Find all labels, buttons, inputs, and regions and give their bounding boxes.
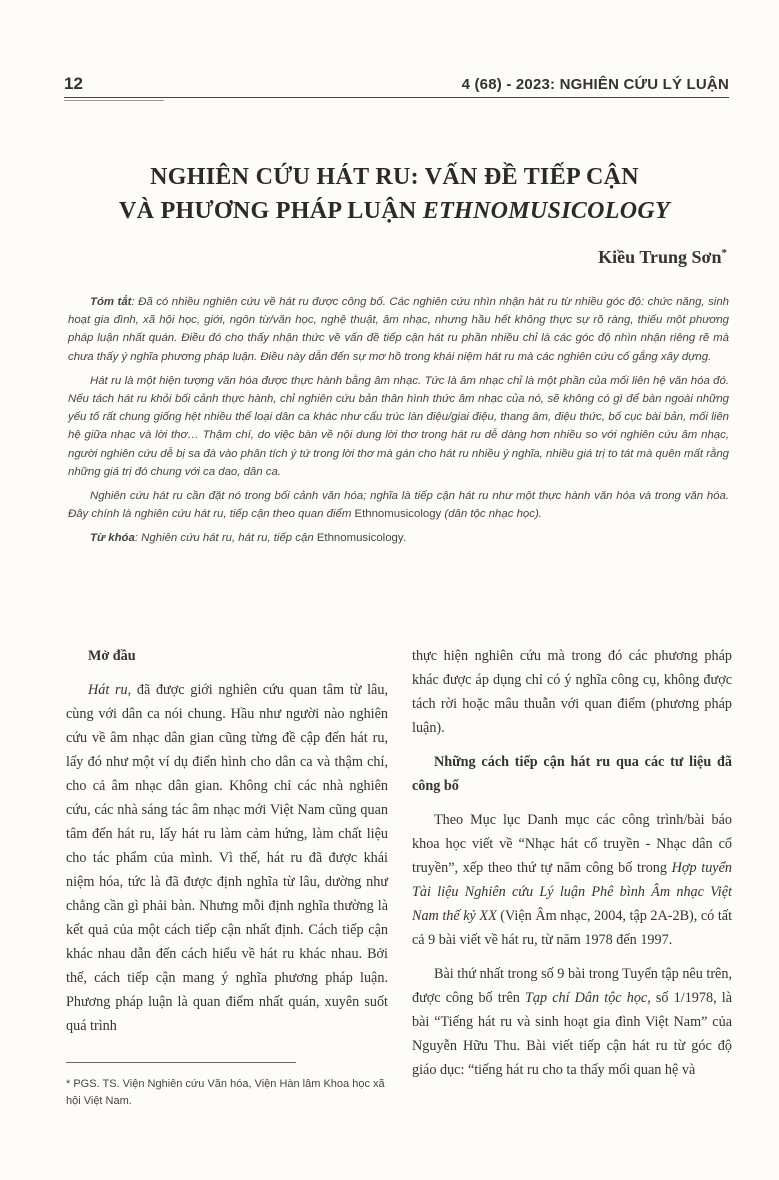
section-heading: Những cách tiếp cận hát ru qua các tư liệu đã công bố	[412, 754, 732, 794]
title-line-2-prefix: VÀ PHƯƠNG PHÁP LUẬN	[119, 198, 423, 224]
intro-paragraph-text: , đã được giới nghiên cứu quan tâm từ lâu, cùng với dân ca nói chung. Hầu như người nào nghiên cứu về âm nhạc dân gian cũng từng đề cập đến hát ru, lấy đó như một ví dụ điển hình cho dân ca và thậm chí, cho cả âm nhạc dân gian. Không chỉ các nhà nghiên cứu, các nhà sáng tác âm nhạc mới Việt Nam cũng quan tâm đến hát ru, lấy hát ru làm cảm hứng, làm chất liệu cho tác phẩm của mình. Vì thế, hát ru đã được khái niệm hóa, tức là đã được định nghĩa từ lâu, dường như chẳng cần gì phải bàn. Nhưng mỗi định nghĩa thường là kết quả của một cách tiếp cận nhất định. Cách tiếp cận khác nhau dẫn đến cách hiểu về hát ru khác nhau. Bởi thế, cách tiếp cận mang ý nghĩa phương pháp luận. Phương pháp luận là quan điểm nhất quán, xuyên suốt quá trình	[66, 682, 388, 1034]
intro-italic-term: Hát ru	[88, 682, 128, 698]
abstract-p3-term: Ethnomusicology	[354, 508, 442, 521]
abstract	[68, 293, 729, 554]
right-p2-italic: Hợp tuyển Tài liệu Nghiên cứu Lý luận Phê bình Âm nhạc Việt Nam thế kỷ XX	[412, 860, 732, 924]
keywords-label: Từ khóa	[90, 532, 135, 545]
abstract-p1-text: : Đã có nhiều nghiên cứu về hát ru được công bố. Các nghiên cứu nhìn nhận hát ru từ nhiều góc độ: chức năng, sinh hoạt gia đình, xã hội học, giới, ngôn từ/văn học, nghệ thuật, âm nhạc, nhưng hầu hết không thực sự rõ ràng, thiếu một phương pháp luận nhất quán. Điều đó cho thấy nhận thức về vấn đề tiếp cận hát ru phần nhiều chỉ là các góc độ nhìn nhận riêng rẽ mà chưa thấy ý nghĩa phương pháp luận. Điều này dẫn đến sự mơ hồ trong khái niệm hát ru mà các nghiên cứu cố gắng xây dựng.	[68, 296, 729, 363]
body-column-left	[66, 644, 388, 1048]
right-paragraph-1: thực hiện nghiên cứu mà trong đó các phương pháp khác được áp dụng chỉ có ý nghĩa công cụ, không được tách rời hoặc mâu thuẫn với quan điểm (phương pháp luận).	[412, 648, 732, 736]
title-line-1: NGHIÊN CỨU HÁT RU: VẤN ĐỀ TIẾP CẬN	[150, 164, 639, 190]
title-line-2-italic: ETHNOMUSICOLOGY	[422, 198, 670, 224]
keywords-text-a: : Nghiên cứu hát ru, hát ru, tiếp cận	[134, 532, 317, 545]
abstract-p3-text-c: (dân tộc nhạc học).	[441, 508, 542, 521]
right-p3-italic: Tạp chí Dân tộc học	[524, 990, 648, 1006]
header-rule	[64, 97, 729, 98]
author-name	[598, 247, 727, 268]
keywords	[68, 529, 729, 547]
abstract-paragraph-3	[68, 487, 729, 523]
keywords-text-c: .	[403, 532, 407, 545]
abstract-paragraph-1	[68, 293, 729, 366]
footnote-rule	[66, 1062, 296, 1063]
page-number: 12	[64, 74, 83, 93]
intro-paragraph	[66, 678, 388, 1038]
right-paragraph-2	[412, 808, 732, 952]
right-p3-text-b: , số 1/1978, là bài “Tiếng hát ru và sinh hoạt gia đình Việt Nam” của Nguyễn Hữu Thu. Bài viết tiếp cận hát ru từ góc độ giáo dục: “tiếng hát ru cho ta thấy mối quan hệ và	[412, 990, 733, 1078]
body-column-right	[412, 644, 732, 1092]
title-line-2	[60, 194, 729, 228]
right-p2-text-a: Theo Mục lục Danh mục các công trình/bài báo khoa học viết về “Nhạc hát cổ truyền - Nhạc dân cổ truyền”, xếp theo thứ tự năm công bố trong	[412, 812, 732, 876]
abstract-paragraph-2: Hát ru là một hiện tượng văn hóa được thực hành bằng âm nhạc. Tức là âm nhạc chỉ là một phần của mối liên hệ văn hóa đó. Nếu tách hát ru khỏi bối cảnh thực hành, chỉ nghiên cứu bản thân hình thức âm nhạc của nó, sẽ không có gì để bàn ngoài những yếu tố rất chung giống hệt nhiều thể loại dân ca khác như cấu trúc làn điệu/giai điệu, thang âm, điệu thức, bố cục bài bản, mối liên hệ giữa nhạc và lời thơ… Thậm chí, do việc bàn về nội dung lời thơ trong hát ru dễ dàng hơn nhiều so với nghiên cứu âm nhạc, người nghiên cứu dễ bị sa đà vào phân tích ý tứ trong lời thơ mà gán cho hát ru nhiều ý nghĩa, nhiều giá trị to tát mà quên mất rằng những giá trị đó chung với ca dao, dân ca.	[68, 374, 729, 478]
right-p2-text-b: (Viện Âm nhạc, 2004, tập 2A-2B), có tất cả 9 bài viết về hát ru, từ năm 1978 đến 1997.	[412, 908, 733, 948]
journal-running-header: 4 (68) - 2023: NGHIÊN CỨU LÝ LUẬN	[461, 76, 729, 93]
abstract-p3-text-a: Nghiên cứu hát ru cần đặt nó trong bối cảnh văn hóa; nghĩa là tiếp cận hát ru như một thực hành văn hóa và trong văn hóa. Đây chính là nghiên cứu hát ru, tiếp cận theo quan điểm	[68, 490, 729, 521]
abstract-label: Tóm tắt	[90, 296, 132, 308]
keywords-term: Ethnomusicology	[316, 532, 404, 545]
article-title	[60, 160, 729, 228]
right-paragraph-3	[412, 962, 732, 1082]
right-p3-text-a: Bài thứ nhất trong số 9 bài trong Tuyển tập nêu trên, được công bố trên	[412, 966, 732, 1006]
author-name-text: Kiều Trung Sơn	[598, 247, 722, 267]
author-footnote-mark: *	[721, 247, 727, 259]
intro-heading: Mở đầu	[88, 648, 136, 664]
header-rule-short	[64, 100, 164, 101]
footnote: * PGS. TS. Viện Nghiên cứu Văn hóa, Viện Hàn lâm Khoa học xã hội Việt Nam.	[66, 1078, 385, 1107]
